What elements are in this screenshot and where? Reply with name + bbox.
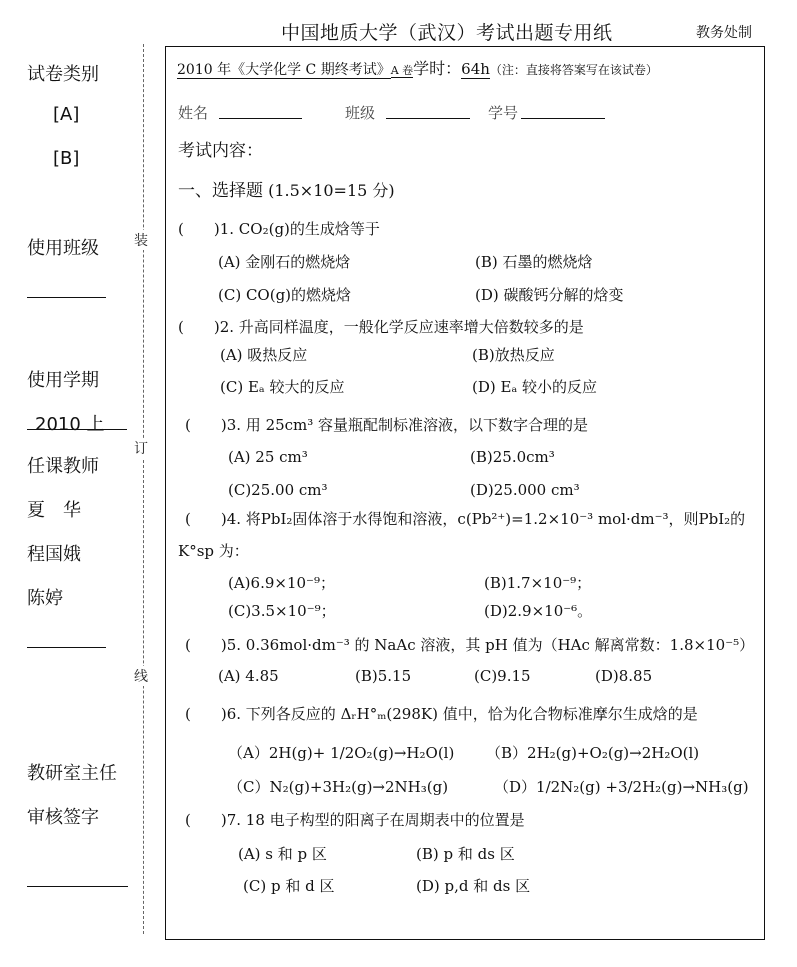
q7-option-b[interactable]: (B) p 和 ds 区 bbox=[416, 845, 515, 863]
q4-option-a[interactable]: (A)6.9×10⁻⁹； bbox=[228, 574, 335, 592]
q6-option-b[interactable]: （B）2H₂(g)+O₂(g)→2H₂O(l) bbox=[486, 744, 700, 762]
section-title: 一、选择题 bbox=[178, 181, 263, 201]
q5-option-c[interactable]: (C)9.15 bbox=[474, 667, 531, 685]
class-label: 使用班级 bbox=[27, 238, 99, 259]
question-2: ( )2. 升高同样温度，一般化学反应速率增大倍数较多的是 bbox=[178, 318, 584, 336]
q1-stem: 1. CO₂(g)的生成焓等于 bbox=[219, 220, 380, 238]
paper-type-a: [A] bbox=[53, 104, 80, 125]
exam-note: （注：直接将答案写在该试卷） bbox=[489, 63, 658, 77]
q5-option-a[interactable]: (A) 4.85 bbox=[218, 667, 279, 685]
q2-stem: 2. 升高同样温度，一般化学反应速率增大倍数较多的是 bbox=[219, 318, 584, 336]
q5-stem: 5. 0.36mol·dm⁻³ 的 NaAc 溶液，其 pH 值为（HAc 解离常数：1.8×10⁻⁵） bbox=[226, 636, 755, 654]
hours-label: 学时： bbox=[413, 59, 462, 78]
q7-option-c[interactable]: (C) p 和 d 区 bbox=[243, 877, 335, 895]
q4-stem-continued: K°sp 为： bbox=[178, 542, 249, 560]
q3-option-d[interactable]: (D)25.000 cm³ bbox=[470, 481, 580, 499]
term-underline bbox=[27, 429, 127, 430]
question-3: ( )3. 用 25cm³ 容量瓶配制标准溶液，以下数字合理的是 bbox=[185, 416, 589, 434]
q3-option-c[interactable]: (C)25.00 cm³ bbox=[228, 481, 328, 499]
question-6: ( )6. 下列各反应的 ΔᵣH°ₘ(298K) 值中，恰为化合物标准摩尔生成焓的是 bbox=[185, 705, 698, 723]
class-blank bbox=[27, 297, 106, 298]
section-heading bbox=[178, 176, 395, 201]
hours-value: 64h bbox=[461, 60, 490, 78]
q2-option-a[interactable]: (A) 吸热反应 bbox=[220, 346, 308, 364]
q2-option-d[interactable]: (D) Eₐ 较小的反应 bbox=[472, 378, 598, 396]
question-4: ( )4. 将PbI₂固体溶于水得饱和溶液，c(Pb²⁺)=1.2×10⁻³ mol·dm⁻³，则PbI₂的 bbox=[185, 510, 746, 528]
header-office: 教务处制 bbox=[696, 25, 752, 41]
paper-type-b: [B] bbox=[53, 148, 80, 169]
q5-option-d[interactable]: (D)8.85 bbox=[595, 667, 653, 685]
paper-type-label: 试卷类别 bbox=[27, 64, 99, 85]
teacher-1: 夏 华 bbox=[27, 500, 81, 521]
teacher-2: 程国娥 bbox=[27, 544, 81, 565]
question-7: ( )7. 18 电子构型的阳离子在周期表中的位置是 bbox=[185, 811, 525, 829]
q2-option-c[interactable]: (C) Eₐ 较大的反应 bbox=[220, 378, 345, 396]
binding-ding: 订 bbox=[134, 438, 148, 458]
q6-option-d[interactable]: （D）1/2N₂(g) +3/2H₂(g)→NH₃(g) bbox=[494, 778, 749, 796]
exam-title bbox=[177, 56, 658, 79]
q3-stem: 3. 用 25cm³ 容量瓶配制标准溶液，以下数字合理的是 bbox=[226, 416, 589, 434]
exam-title-volume: A 卷 bbox=[390, 64, 414, 77]
binding-zhuang: 装 bbox=[134, 230, 148, 250]
binding-line bbox=[143, 44, 144, 934]
q6-option-c[interactable]: （C）N₂(g)+3H₂(g)→2NH₃(g) bbox=[228, 778, 449, 796]
q6-option-a[interactable]: （A）2H(g)+ 1/2O₂(g)→H₂O(l) bbox=[228, 744, 455, 762]
q6-stem: 6. 下列各反应的 ΔᵣH°ₘ(298K) 值中，恰为化合物标准摩尔生成焓的是 bbox=[226, 705, 698, 723]
q4-option-d[interactable]: (D)2.9×10⁻⁶。 bbox=[484, 602, 593, 620]
term-label: 使用学期 bbox=[27, 370, 99, 391]
q7-option-a[interactable]: (A) s 和 p 区 bbox=[238, 845, 327, 863]
class-field-label: 班级 bbox=[345, 104, 376, 122]
q7-option-d[interactable]: (D) p,d 和 ds 区 bbox=[416, 877, 531, 895]
question-5: ( )5. 0.36mol·dm⁻³ 的 NaAc 溶液，其 pH 值为（HAc 解离常数：1.8×10⁻⁵） bbox=[185, 636, 755, 654]
q3-option-a[interactable]: (A) 25 cm³ bbox=[228, 448, 308, 466]
q1-option-d[interactable]: (D) 碳酸钙分解的焓变 bbox=[475, 286, 624, 304]
q4-option-b[interactable]: (B)1.7×10⁻⁹； bbox=[484, 574, 592, 592]
teacher-label: 任课教师 bbox=[27, 456, 99, 477]
section-score: (1.5×10=15 分) bbox=[268, 181, 395, 200]
exam-title-prefix: 2010 年《大学化学 C 期终考试》 bbox=[177, 62, 391, 78]
binding-xian: 线 bbox=[134, 666, 148, 686]
q4-stem: 4. 将PbI₂固体溶于水得饱和溶液，c(Pb²⁺)=1.2×10⁻³ mol·dm⁻³，则PbI₂的 bbox=[226, 510, 746, 528]
q7-stem: 7. 18 电子构型的阳离子在周期表中的位置是 bbox=[226, 811, 525, 829]
signature-label: 审核签字 bbox=[27, 807, 99, 828]
id-field[interactable] bbox=[521, 104, 605, 119]
teacher-3: 陈婷 bbox=[27, 588, 63, 609]
id-label: 学号 bbox=[488, 104, 519, 122]
signature-blank bbox=[27, 886, 128, 887]
content-label: 考试内容： bbox=[178, 141, 263, 161]
q1-option-a[interactable]: (A) 金刚石的燃烧焓 bbox=[218, 253, 351, 271]
q1-option-b[interactable]: (B) 石墨的燃烧焓 bbox=[475, 253, 593, 271]
q3-option-b[interactable]: (B)25.0cm³ bbox=[470, 448, 555, 466]
name-field[interactable] bbox=[219, 104, 302, 119]
director-label: 教研室主任 bbox=[27, 763, 117, 784]
term-value: 2010 上 bbox=[35, 414, 105, 435]
teacher-blank bbox=[27, 647, 106, 648]
q4-option-c[interactable]: (C)3.5×10⁻⁹； bbox=[228, 602, 336, 620]
q1-option-c[interactable]: (C) CO(g)的燃烧焓 bbox=[218, 286, 352, 304]
class-field[interactable] bbox=[386, 104, 470, 119]
name-label: 姓名 bbox=[178, 104, 209, 122]
header-title: 中国地质大学（武汉）考试出题专用纸 bbox=[281, 22, 613, 44]
question-1: ( )1. CO₂(g)的生成焓等于 bbox=[178, 220, 380, 238]
q5-option-b[interactable]: (B)5.15 bbox=[355, 667, 412, 685]
q2-option-b[interactable]: (B)放热反应 bbox=[472, 346, 555, 364]
